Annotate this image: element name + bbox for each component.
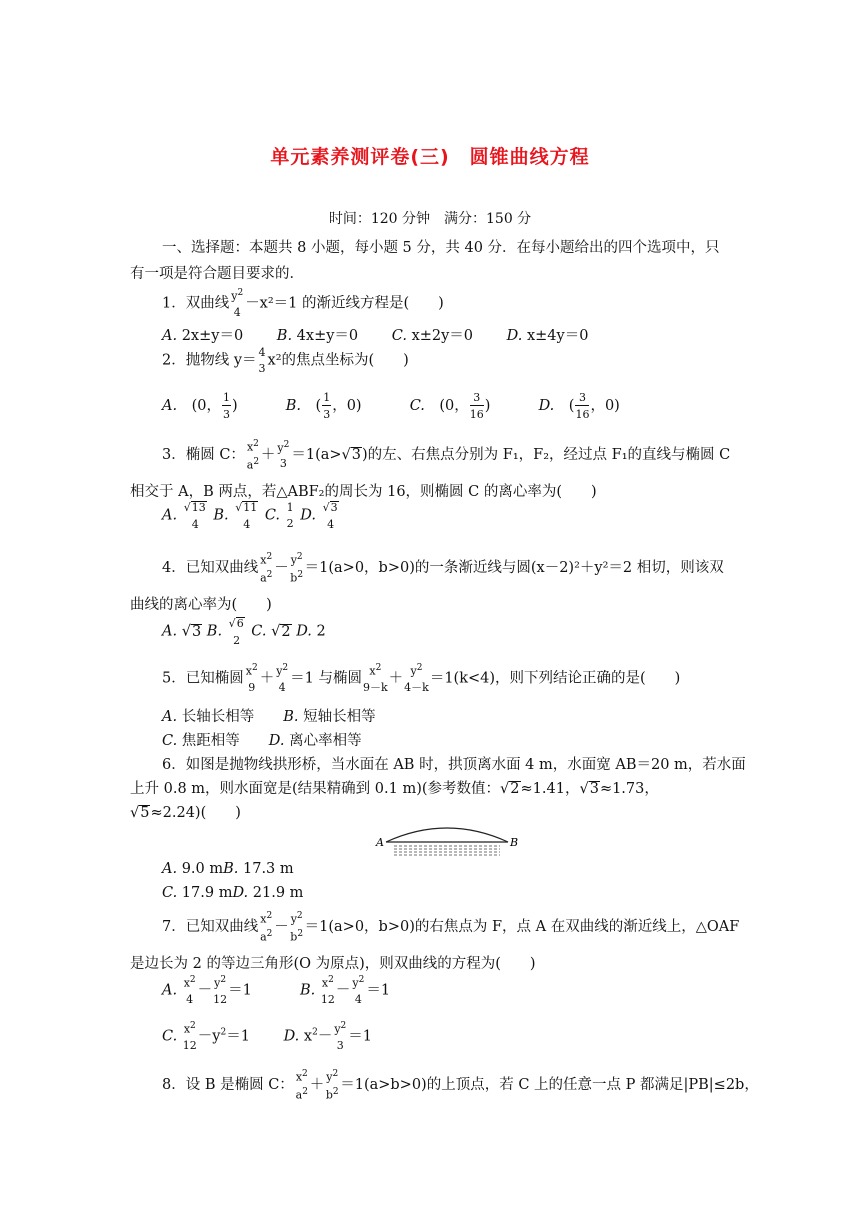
question-7-line-2: 是边长为 2 的等边三角形(O 为原点)，则双曲线的方程为( ): [130, 956, 536, 972]
question-6-options-cd: C. 17.9 mD. 21.9 m: [162, 885, 304, 901]
intro-line-1: 一、选择题：本题共 8 小题，每小题 5 分，共 40 分．在每小题给出的四个选项中，只: [162, 240, 720, 256]
point-b-label: B: [510, 836, 519, 849]
question-8: 8．设 B 是椭圆 C： $x^2$ $a^2$ ＋ $y^2$ $b^2$ ＝1(a>b>0)的上顶点，若 C 上的任意一点 P 都满足|PB|≤2b，: [162, 1069, 759, 1102]
question-6-options-ab: A. 9.0 mB. 17.3 m: [162, 861, 294, 877]
question-7: 7．已知双曲线 $x^2$ $a^2$ － $y^2$ $b^2$ ＝1(a>0，b>0)的右焦点为 F，点 A 在双曲线的渐近线上，△OAF: [162, 911, 740, 944]
question-4-options: A. √3 B. √6 2 C. √2 D. 2: [162, 617, 326, 648]
parabolic-bridge-figure: [372, 820, 522, 860]
question-6-line-2: 上升 0.8 m，则水面宽是(结果精确到 0.1 m)(参考数值：√2≈1.41，√3≈1.73，: [130, 781, 659, 797]
question-4: 4．已知双曲线 $x^2$ $a^2$ － $y^2$ $b^2$ ＝1(a>0，b>0)的一条渐近线与圆(x－2)²＋y²＝2 相切，则该双: [162, 552, 724, 585]
question-5-options-ab: A. 长轴长相等 B. 短轴长相等: [162, 709, 376, 725]
page-title: 单元素养测评卷(三) 圆锥曲线方程: [270, 146, 590, 168]
question-1-options: A. 2x±y＝0 B. 4x±y＝0 C. x±2y＝0 D. x±4y＝0: [162, 328, 589, 344]
question-1: 1．双曲线 $y^2$ 4 －x²＝1 的渐近线方程是( ): [162, 288, 444, 319]
intro-line-2: 有一项是符合题目要求的．: [130, 266, 304, 282]
point-a-label: A: [376, 836, 384, 849]
question-3-line-2: 相交于 A，B 两点，若△ABF₂的周长为 16，则椭圆 C 的离心率为( ): [130, 484, 597, 500]
question-5-options-cd: C. 焦距相等 D. 离心率相等: [162, 733, 362, 749]
question-3-options: A. √13 4 B. √11 4 C. 1 2 D. √3 4: [162, 501, 338, 532]
question-2: 2．抛物线 y＝ 4 3 x²的焦点坐标为( ): [162, 346, 409, 375]
exam-meta: 时间：120 分钟 满分：150 分: [328, 211, 532, 227]
question-7-options-ab: A. $x^2$ 4 － $y^2$ 12 ＝1 B. $x^2$ 12 － $y^2$ 4 ＝1: [162, 975, 391, 1006]
question-7-options-cd: C. $x^2$ 12 $-y^2=1$ D. $x^2-$ $y^2$ 3 ＝1: [162, 1021, 373, 1052]
question-6-line-3: √5≈2.24)( ): [130, 805, 241, 821]
question-2-options: A. (0， $\frac{1}{3}$ ) B. ( $\frac{1}{3}$ ，0) C. (0， $\frac{3}{16}$ ) D. ( $\frac{3}{16}$ ，0): [162, 391, 620, 421]
question-4-line-2: 曲线的离心率为( ): [130, 597, 272, 613]
question-6-line-1: 6．如图是抛物线拱形桥，当水面在 AB 时，拱顶离水面 4 m，水面宽 AB＝20 m，若水面: [162, 757, 746, 773]
question-5: 5．已知椭圆 $x^2$ 9 ＋ $y^2$ 4 ＝1 与椭圆 $x^2$ 9－k ＋ $y^2$ 4－k ＝1(k<4)，则下列结论正确的是( ): [162, 663, 681, 694]
question-3: 3．椭圆 C： $x^2$ $a^2$ ＋ $y^2$ 3 ＝1(a>√3)的左、右焦点分别为 F₁，F₂，经过点 F₁的直线与椭圆 C: [162, 439, 731, 472]
